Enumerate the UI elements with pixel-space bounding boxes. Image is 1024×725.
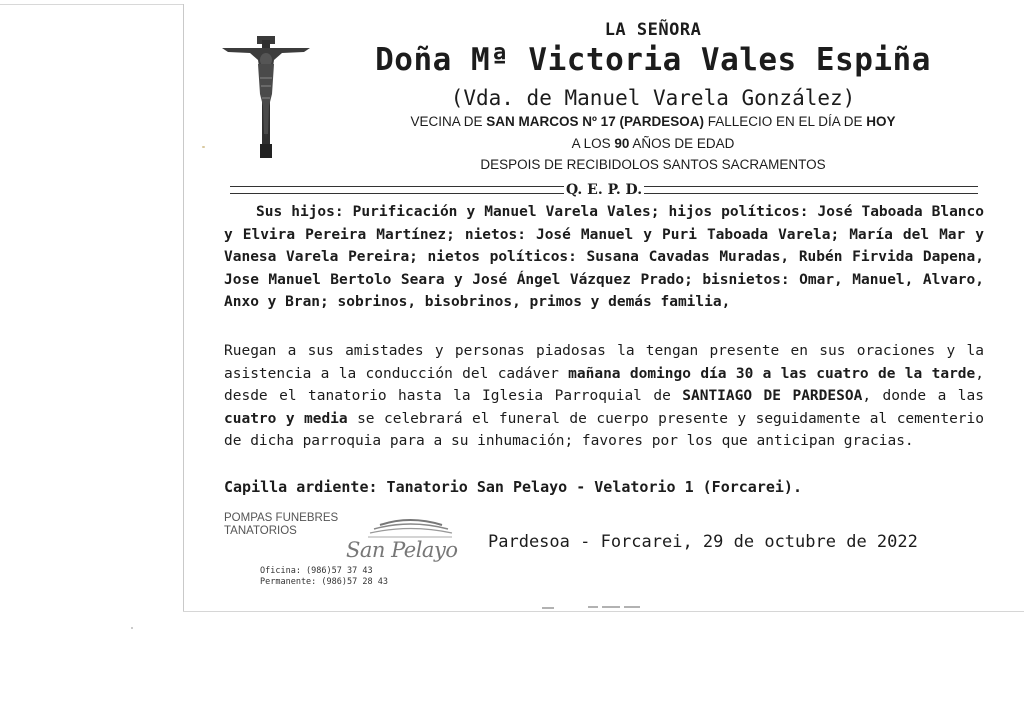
announcement-title: LA SEÑORA xyxy=(604,20,702,40)
chapel-line: Capilla ardiente: Tanatorio San Pelayo - Velatorio 1 (Forcarei). xyxy=(224,478,802,496)
funeral-time: cuatro y media xyxy=(224,410,348,427)
residence-line xyxy=(318,114,988,129)
funeral-home-line2: TANATORIOS xyxy=(224,525,297,537)
age-line xyxy=(318,136,988,151)
funeral-home-line1: POMPAS FUNEBRES xyxy=(224,512,339,524)
funeral-home-label xyxy=(224,512,338,538)
church-name: SANTIAGO DE PARDESOA xyxy=(682,388,863,404)
qepd-divider xyxy=(230,181,978,199)
divider-rule-right xyxy=(644,186,978,194)
phone-office: Oficina: (986)57 37 43 xyxy=(260,566,373,576)
request-paragraph xyxy=(224,340,984,453)
request-text-2: , desde el tanatorio hasta la Iglesia Parroquial de xyxy=(224,365,984,404)
request-text-4: se celebrará el funeral de cuerpo presente y seguidamente al cementerio de dicha parroquia para a su inhumación; favores por los que anticipan gracias. xyxy=(224,410,984,449)
place-date: Pardesoa - Forcarei, 29 de octubre de 2022 xyxy=(488,532,918,552)
residence-address: SAN MARCOS Nº 17 (PARDESOA) xyxy=(486,114,704,129)
qepd-text: Q. E. P. D. xyxy=(565,182,643,198)
bleed-through-marks xyxy=(540,604,660,610)
request-text-3: , donde a las xyxy=(862,388,984,404)
residence-prefix: VECINA DE xyxy=(410,114,487,129)
page-edge-bottom xyxy=(183,611,1024,612)
sacraments-line: DESPOIS DE RECIBIDOLOS SANTOS SACRAMENTOS xyxy=(480,157,826,172)
deceased-name: Doña Mª Victoria Vales Espiña xyxy=(375,42,931,78)
age-prefix: A LOS xyxy=(571,136,615,151)
family-paragraph: Sus hijos: Purificación y Manuel Varela Vales; hijos políticos: José Taboada Blanco y Elvira Pereira Martínez; nietos: José Manuel y Puri Taboada Varela; María del Mar y Vanesa Varela Pereira; nietos políticos: Susana Cavadas Muradas, Rubén Firvida Dapena, Jose Manuel Bertolo Seara y José Ángel Vázquez Prado; bisnietos: Omar, Manuel, Alvaro, Anxo y Bran; sobrinos, bisobrinos, primos y demás familia, xyxy=(224,204,984,310)
page-edge-left xyxy=(183,4,184,611)
logo-wordmark: San Pelayo xyxy=(346,538,458,562)
paper-speck xyxy=(202,146,205,148)
phone-numbers xyxy=(260,566,388,588)
request-text-1: Ruegan a sus amistades y personas piadosas la tengan presente en sus oraciones y la asistencia a la conducción del cadáver xyxy=(224,343,984,382)
age-suffix: AÑOS DE EDAD xyxy=(629,136,735,151)
crucifix-icon xyxy=(222,34,310,160)
conduction-time: mañana domingo día 30 a las cuatro de la tarde xyxy=(568,365,976,382)
age-value: 90 xyxy=(614,136,630,151)
death-day: HOY xyxy=(866,114,896,129)
divider-rule-left xyxy=(230,186,564,194)
phone-permanent: Permanente: (986)57 28 43 xyxy=(260,577,388,587)
page-edge-top xyxy=(0,4,183,5)
widow-of-line: (Vda. de Manuel Varela González) xyxy=(450,86,856,110)
death-text: FALLECIO EN EL DÍA DE xyxy=(703,114,867,129)
paper-speck xyxy=(131,627,133,629)
